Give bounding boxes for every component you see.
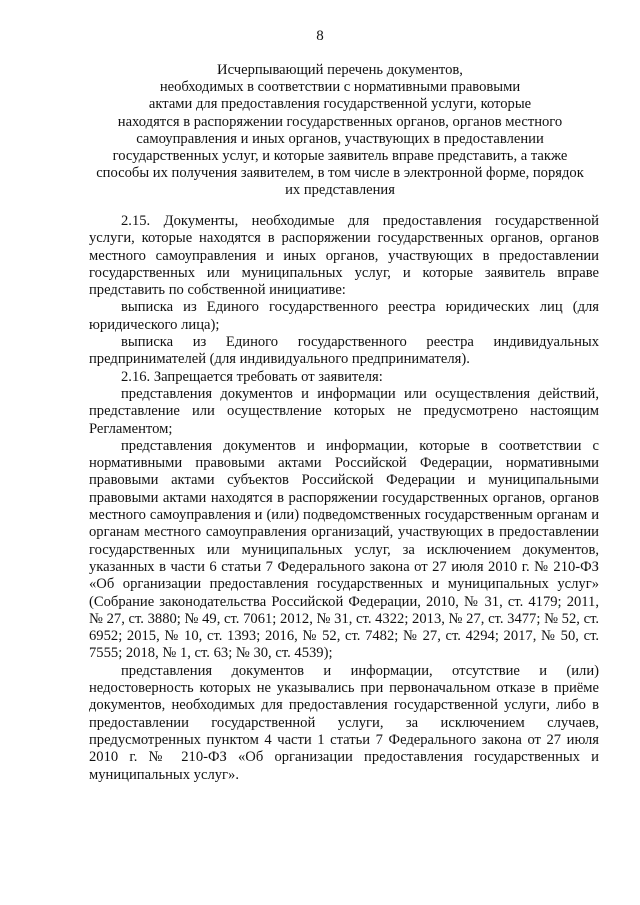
paragraph-prohibition-documents: представления документов и информации, которые в соответствии с нормативными правовыми актами Российской Федерации, нормативными правовыми актами субъектов Российской Федерации и муниципальными правовыми актами находятся в распоряжении государственных органов, органов местного самоуправления и (или) подведомственных государственным органам и органам местного самоуправления организаций, участвующих в предоставлении государственных или муниципальных услуг, за исключением документов, указанных в части 6 статьи 7 Федерального закона от 27 июля 2010 г. № 210-ФЗ «Об организации предоставления государственных и муниципальных услуг» (Собрание законодательства Российской Федерации, 2010, № 31, ст. 4179; 2011, № 27, ст. 3880; № 49, ст. 7061; 2012, № 31, ст. 4322; 2013, № 27, ст. 3477; № 52, ст. 6952; 2015, № 10, ст. 1393; 2016, № 52, ст. 7482; № 27, ст. 4294; 2017, № 50, ст. 7555; 2018, № 1, ст. 63; № 30, ст. 4539); bbox=[89, 437, 599, 662]
heading-line: способы их получения заявителем, в том числе в электронной форме, порядок bbox=[96, 165, 584, 182]
heading-line: актами для предоставления государственной услуги, которые bbox=[148, 96, 532, 113]
page-number: 8 bbox=[316, 28, 324, 44]
body-text bbox=[89, 213, 599, 784]
paragraph-2-15: 2.15. Документы, необходимые для предоставления государственной услуги, которые находятся в распоряжении государственных органов, органов местного самоуправления и иных органов, участвующих в предоставлении государственных или муниципальных услуг, и которые заявитель вправе представить по собственной инициативе: bbox=[89, 213, 599, 299]
heading-line: их представления bbox=[285, 182, 395, 199]
heading-line: находятся в распоряжении государственных органов, органов местного bbox=[117, 113, 563, 130]
heading-line: государственных услуг, и которые заявитель вправе представить, а также bbox=[112, 148, 568, 165]
heading-line: самоуправления и иных органов, участвующих в предоставлении bbox=[136, 130, 544, 147]
heading-line: необходимых в соответствии с нормативными правовыми bbox=[159, 79, 521, 96]
paragraph-prohibition-refusal: представления документов и информации, отсутствие и (или) недостоверность которых не указывались при первоначальном отказе в приёме документов, необходимых для предоставления государственной услуги, либо в предоставлении государственной услуги, за исключением случаев, предусмотренных пунктом 4 части 1 статьи 7 Федерального закона от 27 июля 2010 г. № 210-ФЗ «Об организации предоставления государственных и муниципальных услуг». bbox=[89, 662, 599, 783]
paragraph-entrepreneur-extract: выписка из Единого государственного реестра индивидуальных предпринимателей (для индивидуального предпринимателя). bbox=[89, 334, 599, 368]
paragraph-prohibition-actions: представления документов и информации или осуществления действий, представление или осуществление которых не предусмотрено настоящим Регламентом; bbox=[89, 385, 599, 437]
heading-line: Исчерпывающий перечень документов, bbox=[217, 62, 463, 78]
paragraph-2-16: 2.16. Запрещается требовать от заявителя: bbox=[121, 368, 383, 385]
section-heading bbox=[70, 62, 610, 200]
paragraph-legal-entity-extract: выписка из Единого государственного реестра юридических лиц (для юридического лица); bbox=[89, 299, 599, 333]
